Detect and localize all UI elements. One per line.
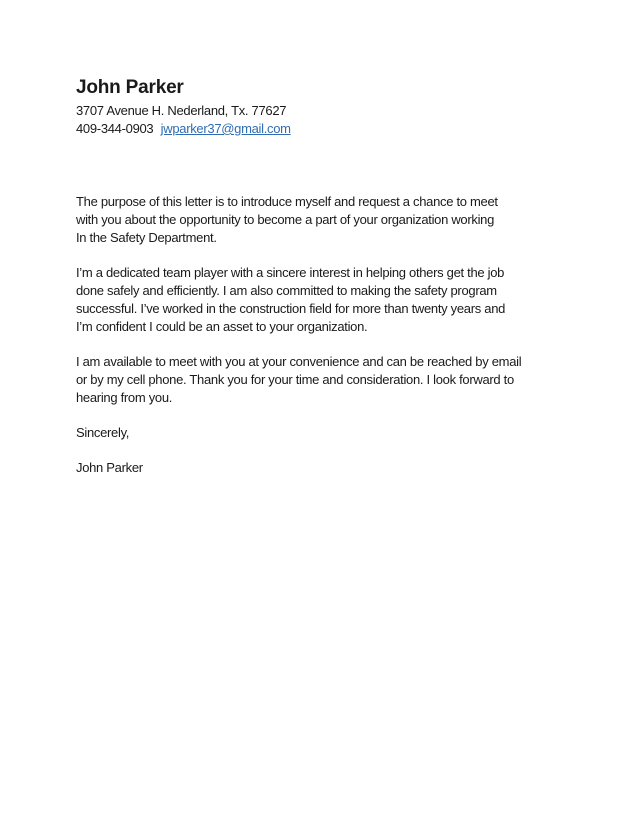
letter-closing: Sincerely, <box>76 425 130 440</box>
paragraph-line: The purpose of this letter is to introduce myself and request a chance to meet <box>76 194 498 209</box>
paragraph-line: done safely and efficiently. I am also committed to making the safety program <box>76 283 497 298</box>
paragraph-availability <box>76 353 566 407</box>
sender-name: John Parker <box>76 77 184 98</box>
sender-email-link[interactable]: jwparker37@gmail.com <box>160 121 291 136</box>
paragraph-line: successful. I’ve worked in the construction field for more than twenty years and <box>76 301 506 316</box>
sender-address: 3707 Avenue H. Nederland, Tx. 77627 <box>76 103 287 118</box>
letter-body <box>76 193 566 494</box>
letter-header <box>76 76 556 138</box>
sender-phone: 409-344-0903 <box>76 121 154 136</box>
paragraph-line: with you about the opportunity to become a part of your organization working <box>76 212 495 227</box>
paragraph-line: I’m confident I could be an asset to your organization. <box>76 319 368 334</box>
paragraph-line: I am available to meet with you at your convenience and can be reached by email <box>76 354 522 369</box>
letter-signature: John Parker <box>76 460 143 475</box>
paragraph-line: In the Safety Department. <box>76 230 217 245</box>
paragraph-qualifications <box>76 264 566 336</box>
paragraph-line: I’m a dedicated team player with a sincere interest in helping others get the job <box>76 265 505 280</box>
sender-contact-line <box>76 120 556 138</box>
paragraph-line: or by my cell phone. Thank you for your time and consideration. I look forward to <box>76 372 514 387</box>
paragraph-line: hearing from you. <box>76 390 173 405</box>
paragraph-intro <box>76 193 566 247</box>
